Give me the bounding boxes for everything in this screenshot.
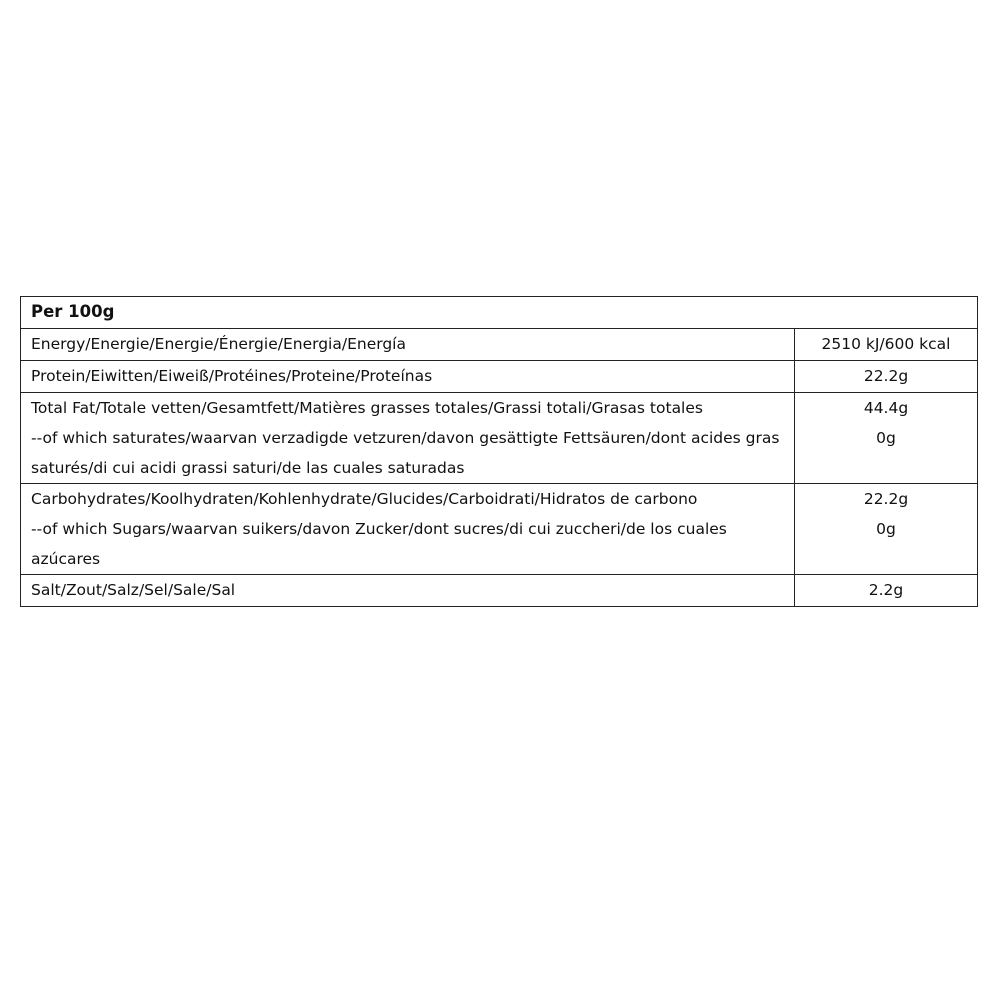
nutrient-label-total-fat: Total Fat/Totale vetten/Gesamtfett/Matières grasses totales/Grassi totali/Grasas totales — [31, 399, 703, 417]
nutrient-label-saturates: --of which saturates/waarvan verzadigde vetzuren/davon gesättigte Fettsäuren/dont acides gras saturés/di cui acidi grassi saturi/de las cuales saturadas — [31, 429, 780, 477]
nutrient-value-salt: 2.2g — [868, 581, 904, 599]
nutrient-value-cell — [795, 393, 978, 484]
nutrient-label-carbohydrates: Carbohydrates/Koolhydraten/Kohlenhydrate/Glucides/Carboidrati/Hidratos de carbono — [31, 490, 698, 508]
nutrient-label-cell — [21, 484, 795, 575]
nutrient-value-cell — [795, 361, 978, 393]
nutrient-label-cell — [21, 329, 795, 361]
per-100g-heading: Per 100g — [21, 297, 978, 329]
table-row-protein — [21, 361, 978, 393]
table-row-carbohydrates — [21, 484, 978, 575]
nutrient-label-salt: Salt/Zout/Salz/Sel/Sale/Sal — [31, 581, 236, 599]
nutrient-value-cell — [795, 575, 978, 607]
nutrient-value-cell — [795, 484, 978, 575]
table-row-fat — [21, 393, 978, 484]
nutrition-table — [20, 296, 978, 607]
nutrient-value-protein: 22.2g — [863, 367, 909, 385]
nutrient-value-energy: 2510 kJ/600 kcal — [821, 335, 951, 353]
nutrient-value-saturates: 0g — [876, 429, 896, 447]
nutrient-label-sugars: --of which Sugars/waarvan suikers/davon Zucker/dont sucres/di cui zuccheri/de los cuales azúcares — [31, 520, 727, 568]
nutrient-label-protein: Protein/Eiwitten/Eiweiß/Protéines/Proteine/Proteínas — [31, 367, 433, 385]
table-row-energy — [21, 329, 978, 361]
header-row — [21, 297, 978, 329]
nutrient-label-cell — [21, 393, 795, 484]
nutrient-label-cell — [21, 575, 795, 607]
nutrient-value-sugars: 0g — [876, 520, 896, 538]
nutrient-value-cell — [795, 329, 978, 361]
nutrient-value-carbohydrates: 22.2g — [863, 490, 909, 508]
nutrient-label-energy: Energy/Energie/Energie/Énergie/Energia/Energía — [31, 335, 406, 353]
table-row-salt — [21, 575, 978, 607]
nutrient-value-total-fat: 44.4g — [863, 399, 909, 417]
nutrient-label-cell — [21, 361, 795, 393]
